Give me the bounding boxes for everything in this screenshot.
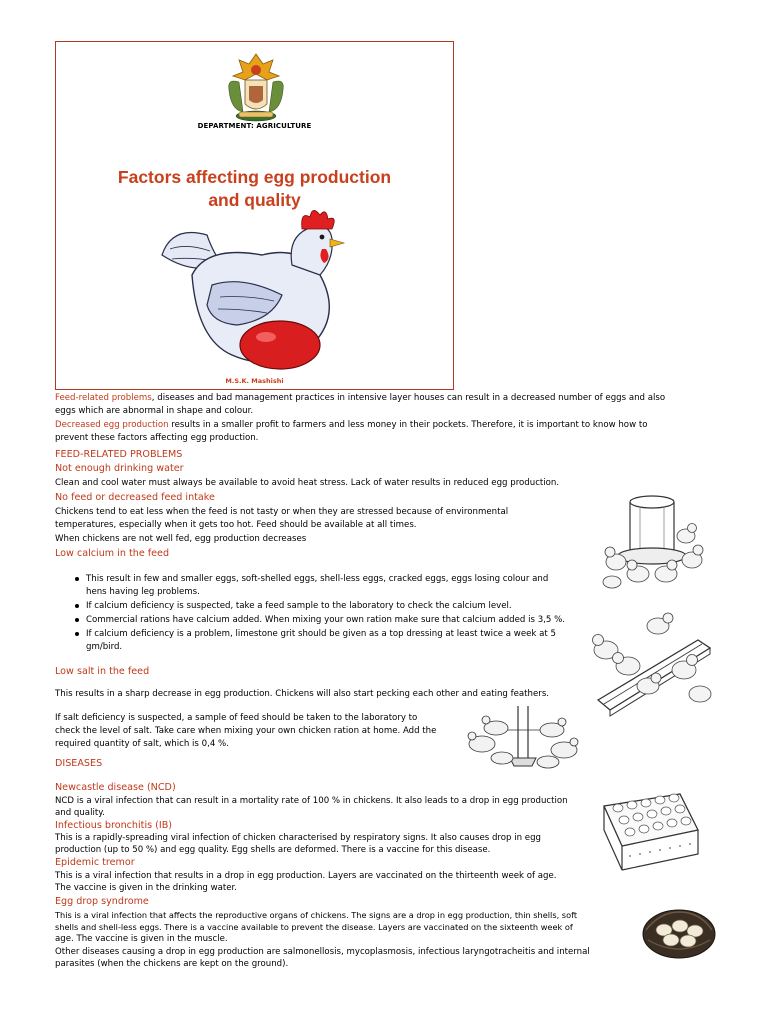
egg-nest-illustration [640, 900, 718, 962]
ncd-line-1: NCD is a viral infection that can result in a mortality rate of 100 % in chickens. It also leads to a drop in egg production [55, 796, 568, 806]
diseases-heading: DISEASES [55, 758, 103, 769]
salt-line-2: check the level of salt. Take care when mixing your own chicken ration at home. Add the [55, 726, 437, 736]
feed-related-problems-link[interactable]: Feed-related problems [55, 393, 152, 403]
calcium-heading: Low calcium in the feed [55, 548, 170, 559]
calcium-bullet-4-line-2: gm/bird. [86, 642, 123, 652]
calcium-bullet-1-line-2: hens having leg problems. [86, 587, 200, 597]
epidemic-tremor-heading: Epidemic tremor [55, 857, 135, 868]
other-diseases-line-1: Other diseases causing a drop in egg production are salmonellosis, mycoplasmosis, infectious laryngotracheitis and internal [55, 947, 590, 957]
no-feed-line-3: When chickens are not well fed, egg production decreases [55, 534, 307, 544]
hens-at-feeder-illustration [466, 700, 581, 772]
bullet-dot [75, 577, 79, 581]
hen-with-egg-illustration [152, 205, 352, 373]
calcium-bullet-3: Commercial rations have calcium added. When mixing your own ration make sure that calcium added is 3,5 %. [86, 615, 566, 625]
water-drinker-with-chicks-illustration [600, 490, 710, 590]
calcium-bullet-1-line-1: This result in few and smaller eggs, soft-shelled eggs, shell-less eggs, cracked eggs, eggs losing colour and [86, 574, 549, 584]
no-feed-line-1: Chickens tend to eat less when the feed is not tasty or when they are stressed because of environmental [55, 507, 509, 517]
author-name: M.S.K. Mashishi [225, 377, 284, 385]
no-feed-heading: No feed or decreased feed intake [55, 492, 215, 503]
department-label: DEPARTMENT: AGRICULTURE [197, 122, 312, 130]
feed-related-heading: FEED-RELATED PROBLEMS [55, 449, 183, 460]
salt-text-1: This results in a sharp decrease in egg production. Chickens will also start pecking each other and eating feathers. [55, 689, 550, 699]
intro-paragraph-1-line-2: eggs which are abnormal in shape and colour. [55, 406, 254, 416]
eds-line-2: shells and shell-less eggs. There is a vaccine available to prevent the disease. Layers are vaccinated on the sixteenth week of [55, 922, 573, 932]
calcium-bullet-2: If calcium deficiency is suspected, take a feed sample to the laboratory to check the calcium level. [86, 601, 512, 611]
bullet-dot [75, 632, 79, 636]
intro-paragraph-2-line-2: prevent these factors affecting egg production. [55, 433, 259, 443]
bullet-dot [75, 618, 79, 622]
feeder-trough-with-chicks-illustration [588, 610, 718, 720]
title-line-2: and quality [208, 190, 301, 210]
et-line-1: This is a viral infection that results in a drop in egg production. Layers are vaccinated on the thirteenth week of age. [55, 871, 557, 881]
ib-heading: Infectious bronchitis (IB) [55, 820, 173, 831]
coat-of-arms-logo [221, 50, 291, 124]
calcium-bullet-4-line-1: If calcium deficiency is a problem, limestone grit should be given as a top dressing at least twice a week at 5 [86, 629, 556, 639]
no-feed-line-2: temperatures, especially when it gets too hot. Feed should be available at all times. [55, 520, 417, 530]
water-text: Clean and cool water must always be available to avoid heat stress. Lack of water results in reduced egg production. [55, 478, 560, 488]
bullet-dot [75, 604, 79, 608]
decreased-egg-production-link[interactable]: Decreased egg production [55, 420, 169, 430]
ncd-heading: Newcastle disease (NCD) [55, 782, 176, 793]
egg-drop-heading: Egg drop syndrome [55, 896, 149, 907]
egg-tray-illustration [600, 790, 700, 874]
eds-line-3: age. The vaccine is given in the muscle. [55, 934, 228, 944]
cover-box [55, 41, 454, 390]
title-line-1: Factors affecting egg production [117, 167, 392, 187]
ib-line-1: This is a rapidly-spreading viral infection of chicken characterised by respiratory signs. It also causes drop in egg [55, 833, 541, 843]
intro-paragraph-2: Decreased egg production results in a smaller profit to farmers and less money in their pockets. Therefore, it is important to know how to [55, 420, 648, 430]
other-diseases-line-2: parasites (when the chickens are kept on the ground). [55, 959, 289, 969]
salt-line-1: If salt deficiency is suspected, a sample of feed should be taken to the laboratory to [55, 713, 418, 723]
salt-line-3: required quantity of salt, which is 0,4 %. [55, 739, 229, 749]
intro-paragraph-1: Feed-related problems, diseases and bad management practices in intensive layer houses can result in a decreased number of eggs and also [55, 393, 666, 403]
et-line-2: The vaccine is given in the drinking water. [55, 883, 238, 893]
ib-line-2: production (up to 50 %) and egg quality. Egg shells are deformed. There is a vaccine for this disease. [55, 845, 491, 855]
water-heading: Not enough drinking water [55, 463, 184, 474]
salt-heading: Low salt in the feed [55, 666, 150, 677]
ncd-line-2: and quality. [55, 808, 105, 818]
eds-line-1: This is a viral infection that affects the reproductive organs of chickens. The signs are a drop in egg production, thin shells, soft [55, 910, 578, 920]
